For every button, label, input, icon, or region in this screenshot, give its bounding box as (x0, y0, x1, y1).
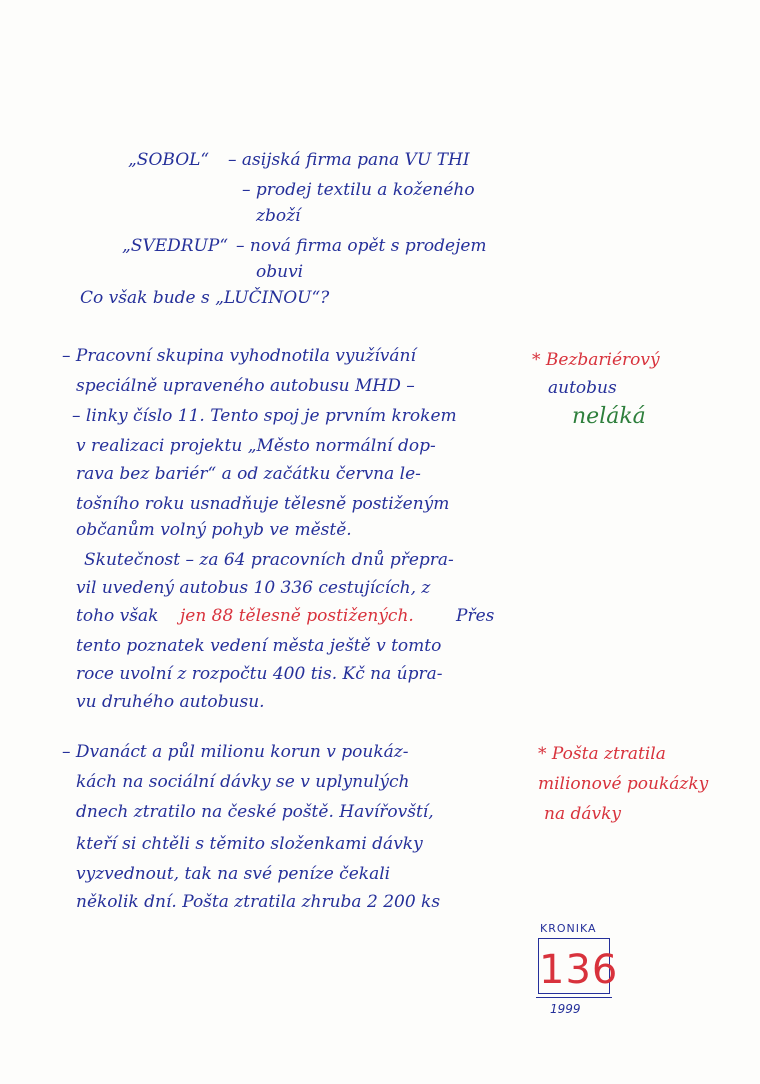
p1-line-1: – Pracovní skupina vyhodnotila využívání (62, 346, 416, 366)
side-note-1-line-1: * Bezbariérový (532, 350, 660, 370)
p1-line-13: vu druhého autobusu. (76, 692, 265, 712)
company-desc-sobol: – asijská firma pana VU THI (228, 150, 470, 170)
company-desc-svedrup: – nová firma opět s prodejem (236, 236, 487, 256)
p1-line-12: roce uvolní z rozpočtu 400 tis. Kč na úpra- (76, 664, 443, 684)
p1-line-8: Skutečnost – za 64 pracovních dnů přepra- (84, 550, 454, 570)
p2-line-2: kách na sociální dávky se v uplynulých (76, 772, 410, 792)
stamp-page-number: 136 (539, 947, 619, 993)
p1-line-6: tošního roku usnadňuje tělesně postiženým (76, 494, 450, 514)
stamp-year: 1999 (550, 1002, 581, 1016)
company-desc-svedrup-2: obuvi (256, 262, 304, 282)
p2-line-1: – Dvanáct a půl milionu korun v poukáz- (62, 742, 409, 762)
p2-line-4: kteří si chtěli s těmito složenkami dávky (76, 834, 423, 854)
p2-line-5: vyzvednout, tak na své peníze čekali (76, 864, 391, 884)
p1-line-10a: toho však (76, 606, 159, 626)
question-line: Co však bude s „LUČINOU“? (80, 288, 330, 308)
p1-line-10-highlight: jen 88 tělesně postižených. (180, 606, 414, 626)
company-name-sobol: „SOBOL“ (128, 150, 210, 170)
side-note-2-line-1: * Pošta ztratila (538, 744, 666, 764)
chronicle-stamp (530, 922, 618, 1022)
p1-line-2: speciálně upraveného autobusu MHD – (76, 376, 415, 396)
p1-line-10b: Přes (456, 606, 495, 626)
company-desc-sobol-3: zboží (256, 206, 301, 226)
p1-line-9: vil uvedený autobus 10 336 cestujících, z (76, 578, 431, 598)
stamp-label: KRONIKA (540, 922, 597, 935)
side-note-1-line-3: neláká (572, 404, 646, 429)
p2-line-6: několik dní. Pošta ztratila zhruba 2 200 ks (76, 892, 441, 912)
company-name-svedrup: „SVEDRUP“ (122, 236, 229, 256)
p2-line-3: dnech ztratilo na české poště. Havířovští, (76, 802, 434, 822)
side-note-2-line-3: na dávky (544, 804, 622, 824)
p1-line-3: – linky číslo 11. Tento spoj je prvním krokem (72, 406, 457, 426)
side-note-1-line-2: autobus (548, 378, 617, 398)
side-note-2-line-2: milionové poukázky (538, 774, 709, 794)
p1-line-11: tento poznatek vedení města ještě v tomto (76, 636, 442, 656)
p1-line-7: občanům volný pohyb ve městě. (76, 520, 352, 540)
stamp-box (538, 938, 619, 994)
p1-line-4: v realizaci projektu „Město normální dop- (76, 436, 436, 456)
stamp-divider (536, 997, 612, 998)
company-desc-sobol-2: – prodej textilu a koženého (242, 180, 475, 200)
p1-line-5: rava bez bariér“ a od začátku června le- (76, 464, 421, 484)
